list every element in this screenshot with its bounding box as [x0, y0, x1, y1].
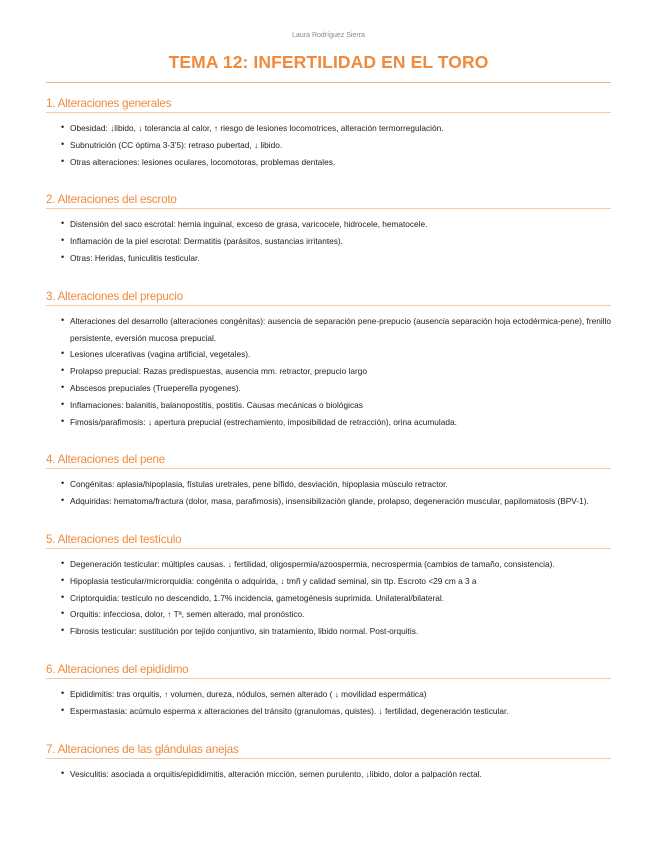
list-item: • Adquiridas: hematoma/fractura (dolor, masa, parafimosis), insensibilización glande, prolapso, degeneración muscular, papilomatosis (BPV-1). — [46, 493, 611, 510]
page-title: TEMA 12: INFERTILIDAD EN EL TORO — [46, 52, 611, 83]
bullet-list — [46, 556, 611, 640]
bullet-list — [46, 216, 611, 266]
bullet-list — [46, 313, 611, 431]
list-item: • Subnutrición (CC óptima 3-3’5): retraso pubertad, ↓ libido. — [46, 137, 611, 154]
list-item: • Distensión del saco escrotal: hernia inguinal, exceso de grasa, varicocele, hidrocele, hematocele. — [46, 216, 611, 233]
list-item: • Vesiculitis: asociada a orquitis/epididimitis, alteración micción, semen purulento, ↓libido, dolor a palpación rectal. — [46, 766, 611, 783]
list-item: • Epididimitis: tras orquitis, ↑ volumen, dureza, nódulos, semen alterado ( ↓ movilidad espermática) — [46, 686, 611, 703]
list-item: • Hipoplasia testicular/microrquidia: congénita o adquirida, ↓ tmñ y calidad seminal, sin ttp. Escroto <29 cm a 3 a — [46, 573, 611, 590]
section-title: 2. Alteraciones del escroto — [46, 193, 611, 209]
section-title: 1. Alteraciones generales — [46, 97, 611, 113]
list-item: • Lesiones ulcerativas (vagina artificial, vegetales). — [46, 346, 611, 363]
list-item: • Fimosis/parafimosis: ↓ apertura prepucial (estrechamiento, imposibilidad de retracción), orina acumulada. — [46, 414, 611, 431]
list-item: • Degeneración testicular: múltiples causas. ↓ fertilidad, oligospermia/azoospermia, necrospermia (cambios de tamaño, consistencia). — [46, 556, 611, 573]
bullet-list — [46, 686, 611, 720]
list-item: • Prolapso prepucial: Razas predispuestas, ausencia mm. retractor, prepucio largo — [46, 363, 611, 380]
list-item: • Otras alteraciones: lesiones oculares, locomotoras, problemas dentales. — [46, 154, 611, 171]
list-item: • Otras: Heridas, funiculitis testicular. — [46, 250, 611, 267]
section-title: 7. Alteraciones de las glándulas anejas — [46, 743, 611, 759]
list-item: • Alteraciones del desarrollo (alteraciones congénitas): ausencia de separación pene-prepucio (ausencia separación hoja ectodérmica-pene), frenillo persistente, eversión mucosa prepucial. — [46, 313, 611, 347]
list-item: • Espermastasia: acúmulo esperma x alteraciones del tránsito (granulomas, quistes). ↓ fertilidad, degeneración testicular. — [46, 703, 611, 720]
list-item: • Inflamación de la piel escrotal: Dermatitis (parásitos, sustancias irritantes). — [46, 233, 611, 250]
list-item: • Abscesos prepuciales (Trueperella pyogenes). — [46, 380, 611, 397]
section-prepuce — [46, 290, 611, 431]
section-testicle — [46, 533, 611, 640]
list-item: • Fibrosis testicular: sustitución por tejido conjuntivo, sin tratamiento, libido normal. Post-orquitis. — [46, 623, 611, 640]
section-title: 6. Alteraciones del epidídimo — [46, 663, 611, 679]
section-epididymis — [46, 663, 611, 720]
section-title: 3. Alteraciones del prepucio — [46, 290, 611, 306]
list-item: • Congénitas: aplasia/hipoplasia, fístulas uretrales, pene bífido, desviación, hipoplasia músculo retractor. — [46, 476, 611, 493]
section-glands — [46, 743, 611, 783]
list-item: • Obesidad: ↓libido, ↓ tolerancia al calor, ↑ riesgo de lesiones locomotrices, alteración termorregulación. — [46, 120, 611, 137]
section-general — [46, 97, 611, 170]
list-item: • Criptorquidia: testículo no descendido, 1.7% incidencia, gametogénesis suprimida. Unilateral/bilateral. — [46, 590, 611, 607]
bullet-list — [46, 120, 611, 170]
section-scrotum — [46, 193, 611, 266]
bullet-list — [46, 766, 611, 783]
list-item: • Inflamaciones: balanitis, balanopostitis, postitis. Causas mecánicas o biológicas — [46, 397, 611, 414]
section-penis — [46, 453, 611, 510]
list-item: • Orquitis: infecciosa, dolor, ↑ Tª, semen alterado, mal pronóstico. — [46, 606, 611, 623]
section-title: 5. Alteraciones del testículo — [46, 533, 611, 549]
section-title: 4. Alteraciones del pene — [46, 453, 611, 469]
bullet-list — [46, 476, 611, 510]
author-header: Laura Rodríguez Sierra — [292, 32, 365, 39]
